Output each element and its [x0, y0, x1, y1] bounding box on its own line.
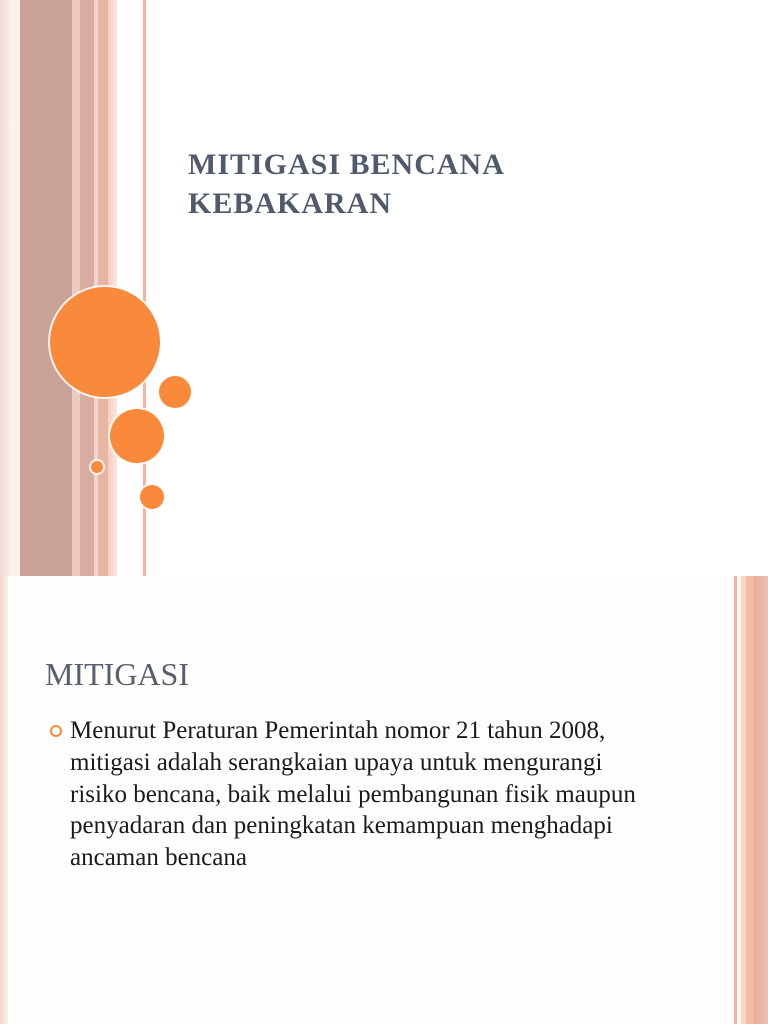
bullet-text-line: penyadaran dan peningkatan kemampuan menghadapi	[70, 812, 613, 840]
decor-stripe	[0, 576, 8, 1024]
slide-content	[0, 576, 768, 1024]
decor-stripe	[72, 0, 80, 576]
decor-circle-small	[159, 376, 191, 408]
bullet-text-line: risiko bencana, baik melalui pembangunan fisik maupun	[70, 780, 636, 808]
slide-title-line: KEBAKARAN	[188, 187, 393, 220]
decor-stripe	[9, 0, 20, 576]
bullet-paragraph	[70, 715, 636, 874]
decor-stripe	[20, 0, 72, 576]
slide-heading: MITIGASI	[45, 656, 189, 692]
slide-title-heading	[188, 145, 505, 223]
decor-stripe	[754, 576, 768, 1024]
bullet-text-line: mitigasi adalah serangkaian upaya untuk mengurangi	[70, 748, 603, 776]
bullet-text-line: Menurut Peraturan Pemerintah nomor 21 tahun 2008,	[70, 717, 606, 744]
decor-circle-tiny	[91, 461, 103, 473]
slide-title-line: MITIGASI BENCANA	[188, 148, 505, 181]
circle-outline-bullet-icon	[50, 725, 62, 737]
decor-circle-large	[50, 287, 160, 397]
decor-stripe	[746, 576, 754, 1024]
bullet-text-line: ancaman bencana	[70, 844, 247, 871]
decor-circle-small	[140, 485, 164, 509]
decor-stripe	[0, 0, 9, 576]
decor-circle-medium	[110, 409, 164, 463]
